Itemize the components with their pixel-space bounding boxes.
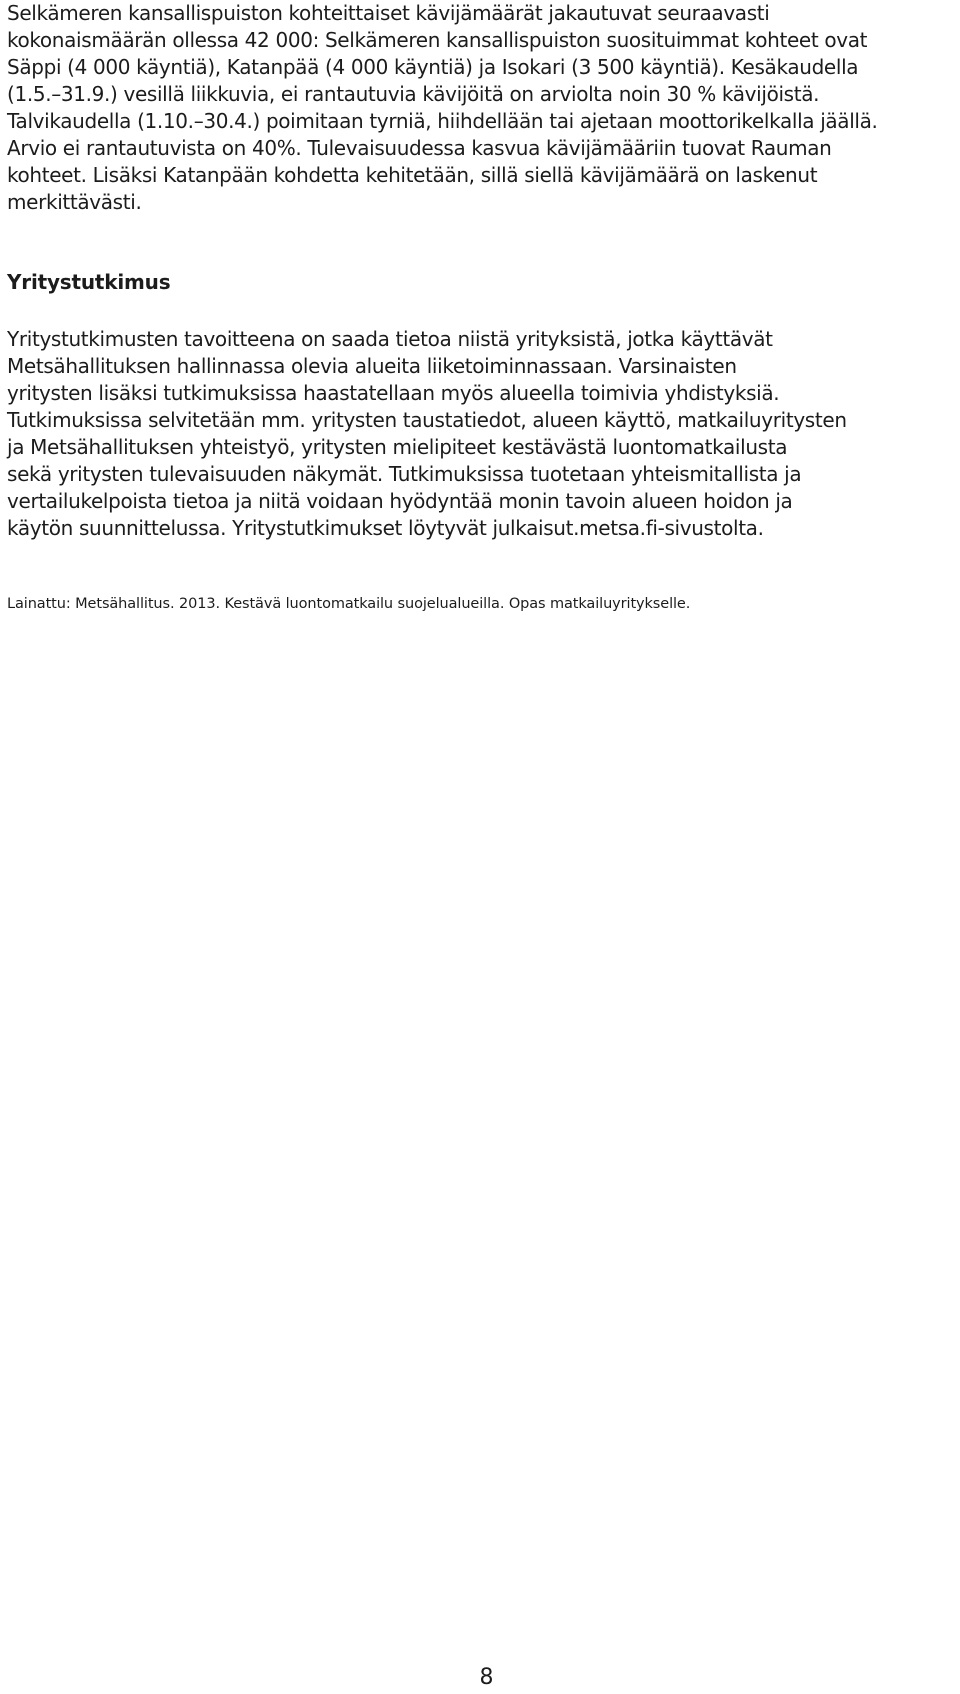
text-line: Arvio ei rantautuvista on 40%. Tulevaisuudessa kasvua kävijämääriin tuovat Rauman	[7, 136, 832, 160]
text-line: Tutkimuksissa selvitetään mm. yritysten taustatiedot, alueen käyttö, matkailuyritysten	[7, 408, 847, 432]
visitor-numbers-paragraph	[7, 0, 952, 216]
text-line: kokonaismäärän ollessa 42 000: Selkämeren kansallispuiston suosituimmat kohteet ovat	[7, 28, 868, 52]
text-line: kohteet. Lisäksi Katanpään kohdetta kehitetään, sillä siellä kävijämäärä on laskenut	[7, 163, 818, 187]
company-research-paragraph	[7, 326, 952, 542]
text-line: vertailukelpoista tietoa ja niitä voidaan hyödyntää monin tavoin alueen hoidon ja	[7, 489, 793, 513]
text-line: sekä yritysten tulevaisuuden näkymät. Tutkimuksissa tuotetaan yhteismitallista ja	[7, 462, 802, 486]
text-line: (1.5.–31.9.) vesillä liikkuvia, ei rantautuvia kävijöitä on arviolta noin 30 % kävijöistä.	[7, 82, 820, 106]
text-line: Yritystutkimusten tavoitteena on saada tietoa niistä yrityksistä, jotka käyttävät	[7, 327, 773, 351]
page-number: 8	[479, 1665, 494, 1690]
text-line: käytön suunnittelussa. Yritystutkimukset löytyvät julkaisut.metsa.fi-sivustolta.	[7, 516, 764, 540]
text-line: Säppi (4 000 käyntiä), Katanpää (4 000 käyntiä) ja Isokari (3 500 käyntiä). Kesäkaudella	[7, 55, 859, 79]
section-heading: Yritystutkimus	[7, 270, 171, 294]
text-line: yritysten lisäksi tutkimuksissa haastatellaan myös alueella toimivia yhdistyksiä.	[7, 381, 780, 405]
text-line: ja Metsähallituksen yhteistyö, yritysten mielipiteet kestävästä luontomatkailusta	[7, 435, 788, 459]
text-line: Selkämeren kansallispuiston kohteittaiset kävijämäärät jakautuvat seuraavasti	[7, 1, 770, 25]
text-line: Talvikaudella (1.10.–30.4.) poimitaan tyrniä, hiihdellään tai ajetaan moottorikelkalla jäällä.	[7, 109, 878, 133]
text-line: merkittävästi.	[7, 190, 142, 214]
text-line: Metsähallituksen hallinnassa olevia alueita liiketoiminnassaan. Varsinaisten	[7, 354, 737, 378]
citation-note: Lainattu: Metsähallitus. 2013. Kestävä luontomatkailu suojelualueilla. Opas matkailuyritykselle.	[7, 596, 691, 612]
